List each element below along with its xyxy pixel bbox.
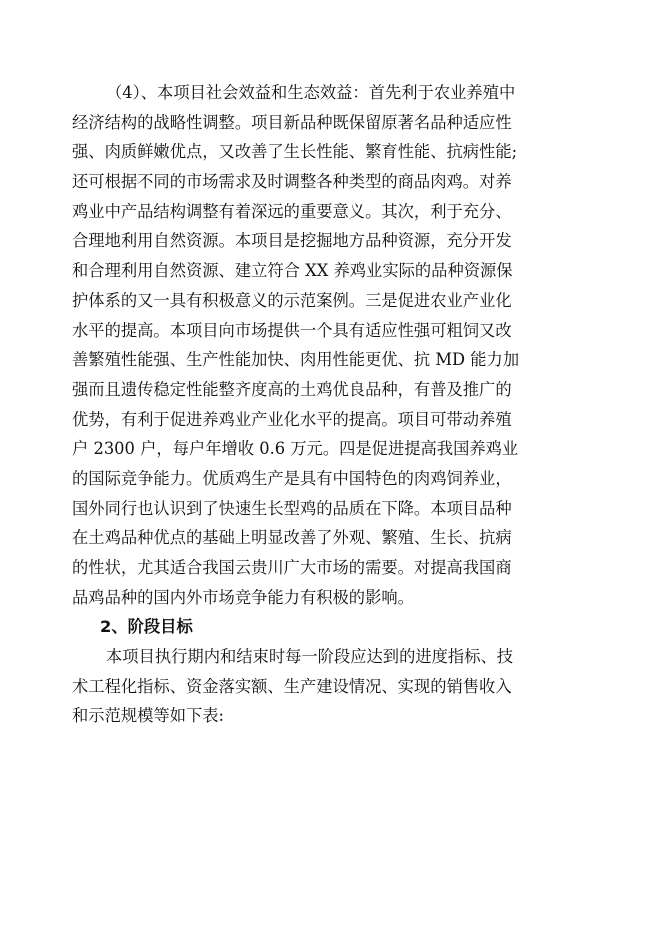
paragraph-line: 的国际竞争能力。优质鸡生产是具有中国特色的肉鸡饲养业， [72,468,512,488]
paragraph-line: 和合理利用自然资源、建立符合 XX 养鸡业实际的品种资源保 [72,261,513,281]
paragraph-line: 强而且遗传稳定性能整齐度高的土鸡优良品种，有普及推广的 [72,379,512,399]
paragraph-line: 国外同行也认识到了快速生长型鸡的品质在下降。本项目品种 [72,498,512,518]
paragraph-line: 的性状，尤其适合我国云贵川广大市场的需要。对提高我国商 [72,558,512,577]
paragraph-line: 水平的提高。本项目向市场提供一个具有适应性强可粗饲又改 [72,320,512,340]
paragraph-line: 户 2300 户，每户年增收 0.6 万元。四是促进提高我国养鸡业 [72,439,519,459]
paragraph-line: 还可根据不同的市场需求及时调整各种类型的商品肉鸡。对养 [72,172,512,192]
paragraph-line: 强、肉质鲜嫩优点，又改善了生长性能、繁育性能、抗病性能; [72,142,518,162]
paragraph-line: 在土鸡品种优点的基础上明显改善了外观、繁殖、生长、抗病 [72,528,512,548]
section-heading: 2、阶段目标 [100,617,193,637]
paragraph-line: 经济结构的战略性调整。项目新品种既保留原著名品种适应性 [72,112,512,132]
paragraph-line: （4）、本项目社会效益和生态效益：首先利于农业养殖中 [106,83,516,102]
paragraph-line: 和示范规模等如下表: [72,706,225,726]
paragraph-line: 品鸡品种的国内外市场竞争能力有积极的影响。 [72,587,414,607]
paragraph-line: 鸡业中产品结构调整有着深远的重要意义。其次，利于充分、 [72,201,512,221]
paragraph-line: 善繁殖性能强、生产性能加快、肉用性能更优、抗 MD 能力加 [72,350,520,370]
paragraph-line: 护体系的又一具有积极意义的示范案例。三是促进农业产业化 [72,290,512,310]
document-body [72,78,572,731]
paragraph-line: 术工程化指标、资金落实额、生产建设情况、实现的销售收入 [72,676,512,696]
paragraph-line: 合理地利用自然资源。本项目是挖掘地方品种资源，充分开发 [72,231,512,251]
paragraph-line: 优势，有利于促进养鸡业产业化水平的提高。项目可带动养殖 [72,409,512,429]
paragraph-line: 本项目执行期内和结束时每一阶段应达到的进度指标、技 [106,647,514,667]
